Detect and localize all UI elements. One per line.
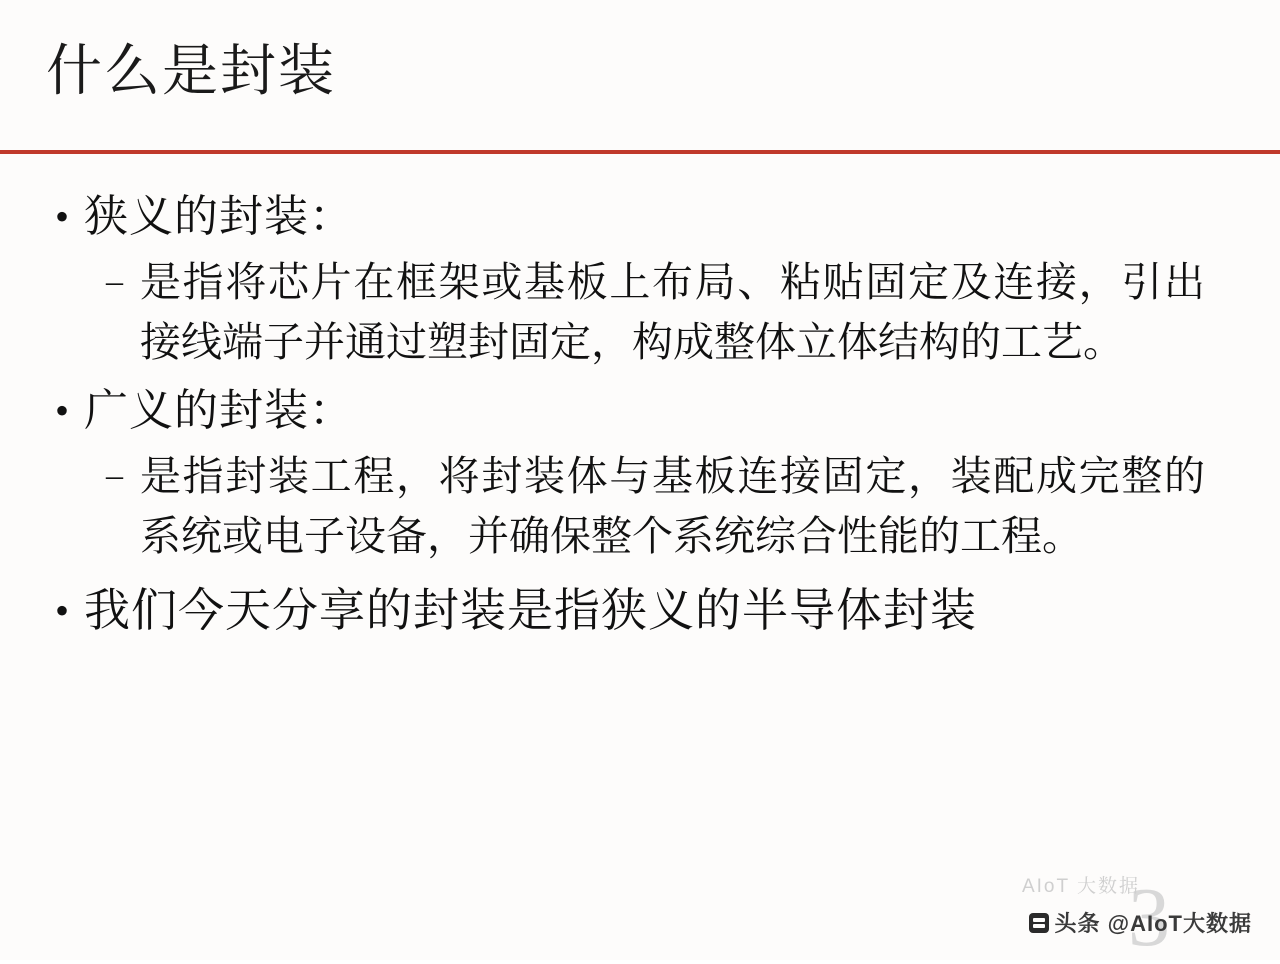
list-item-text: 我们今天分享的封装是指狭义的半导体封装 [84, 585, 977, 636]
list-item [106, 446, 1240, 566]
bullet-marker: • [54, 588, 69, 633]
dash-marker: – [106, 263, 123, 300]
list-item-text: 广义的封装： [84, 386, 354, 435]
bullet-marker: • [54, 388, 69, 433]
list-item [106, 252, 1240, 372]
list-item [40, 580, 1240, 642]
watermark-primary [1029, 907, 1252, 938]
list-item [40, 380, 1240, 442]
list-item-text: 是指封装工程，将封装体与基板连接固定，装配成完整的系统或电子设备，并确保整个系统综合性能的工程。 [140, 453, 1205, 559]
bullet-marker: • [54, 194, 69, 239]
toutiao-logo-icon [1029, 913, 1049, 933]
slide-body [40, 178, 1240, 642]
list-item-text: 是指将芯片在框架或基板上布局、粘贴固定及连接，引出接线端子并通过塑封固定，构成整体立体结构的工艺。 [140, 259, 1205, 365]
title-divider [0, 150, 1280, 154]
list-item [40, 186, 1240, 248]
watermark-label: 头条 @AIoT大数据 [1054, 911, 1252, 936]
page-title: 什么是封装 [46, 41, 336, 103]
page-number: 3 [1128, 871, 1170, 964]
list-item-text: 狭义的封装： [84, 192, 354, 241]
dash-marker: – [106, 457, 123, 494]
watermark-secondary: AIoT 大数据 [1021, 876, 1140, 897]
